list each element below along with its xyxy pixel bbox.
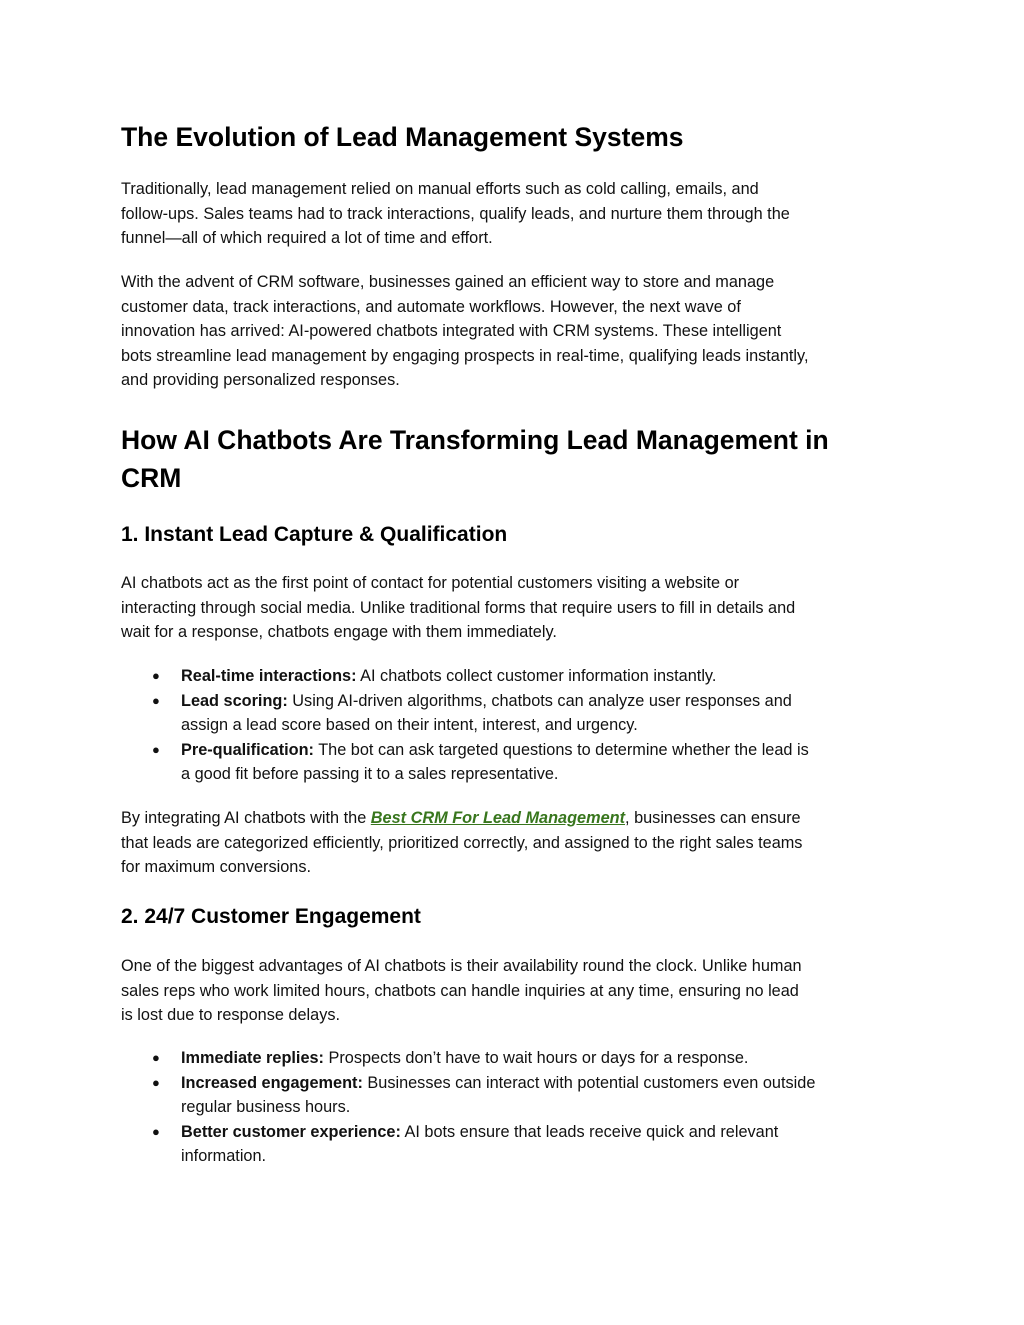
paragraph-first-contact [121, 571, 911, 645]
list-item [121, 738, 911, 787]
item-term: Real-time interactions: [181, 667, 357, 685]
item-text: Prospects don’t have to wait hours or days for a response. [323, 1049, 749, 1067]
item-text: AI bots ensure that leads receive quick and relevant [400, 1122, 779, 1141]
item-term: Immediate replies: [181, 1049, 324, 1067]
item-term: Lead scoring: [181, 691, 288, 710]
heading-line: CRM [121, 463, 182, 493]
item-term: Better customer experience: [181, 1122, 401, 1141]
text-line: With the advent of CRM software, businesses gained an efficient way to store and manage [121, 273, 775, 291]
item-text: regular business hours. [181, 1098, 351, 1116]
text-line: follow-ups. Sales teams had to track interactions, qualify leads, and nurture them through the [121, 204, 790, 223]
list-item [121, 664, 911, 689]
item-term: Increased engagement: [181, 1073, 363, 1092]
item-text: AI chatbots collect customer information instantly. [356, 667, 717, 685]
text-line: AI chatbots act as the first point of contact for potential customers visiting a website or [121, 574, 740, 592]
best-crm-link[interactable]: Best CRM For Lead Management [370, 809, 626, 827]
item-text: The bot can ask targeted questions to determine whether the lead is [313, 740, 809, 759]
bullet-icon: ● [152, 1074, 160, 1090]
bullet-icon: ● [152, 1050, 160, 1065]
item-text: Using AI-driven algorithms, chatbots can analyze user responses and [287, 691, 792, 710]
text-line: sales reps who work limited hours, chatbots can handle inquiries at any time, ensuring no lead [121, 981, 799, 1000]
heading-line: How AI Chatbots Are Transforming Lead Management in [121, 425, 829, 455]
bullet-icon: ● [152, 692, 160, 708]
text-line: innovation has arrived: AI-powered chatbots integrated with CRM systems. These intelligent [121, 322, 782, 340]
heading-evolution: The Evolution of Lead Management Systems [121, 122, 684, 152]
bullet-icon: ● [152, 668, 160, 683]
text-line: and providing personalized responses. [121, 371, 400, 389]
list-lead-capture-benefits [121, 664, 911, 787]
list-engagement-benefits [121, 1046, 911, 1169]
text-line: that leads are categorized efficiently, prioritized correctly, and assigned to the right sales teams [121, 833, 803, 852]
list-item [121, 1071, 911, 1120]
heading-how-ai-chatbots [121, 421, 829, 497]
list-item [121, 689, 911, 738]
text-line: One of the biggest advantages of AI chatbots is their availability round the clock. Unlike human [121, 957, 802, 975]
text-line: for maximum conversions. [121, 858, 312, 876]
text-segment: , businesses can ensure [625, 809, 801, 827]
list-item [121, 1120, 911, 1169]
paragraph-availability [121, 954, 911, 1028]
text-segment: By integrating AI chatbots with the [121, 809, 371, 827]
item-text: Businesses can interact with potential customers even outside [362, 1073, 816, 1092]
item-term: Pre-qualification: [181, 740, 314, 759]
item-text: information. [181, 1147, 267, 1165]
item-text: assign a lead score based on their intent, interest, and urgency. [181, 716, 638, 734]
paragraph-crm-advent [121, 270, 911, 393]
text-line: customer data, track interactions, and automate workflows. However, the next wave of [121, 297, 741, 316]
bullet-icon: ● [152, 1123, 160, 1139]
text-line: funnel—all of which required a lot of time and effort. [121, 229, 493, 247]
bullet-icon: ● [152, 741, 160, 757]
text-line: interacting through social media. Unlike traditional forms that require users to fill in details and [121, 598, 796, 617]
paragraph-integrating [121, 806, 911, 880]
heading-instant-lead-capture: 1. Instant Lead Capture & Qualification [121, 523, 508, 546]
item-text: a good fit before passing it to a sales representative. [181, 765, 559, 783]
paragraph-traditional [121, 177, 911, 251]
text-line: wait for a response, chatbots engage with them immediately. [121, 623, 557, 641]
text-line: bots streamline lead management by engaging prospects in real-time, qualifying leads instantly, [121, 346, 809, 365]
text-line: is lost due to response delays. [121, 1006, 341, 1024]
heading-247-engagement: 2. 24/7 Customer Engagement [121, 905, 421, 928]
text-line: Traditionally, lead management relied on manual efforts such as cold calling, emails, and [121, 180, 759, 198]
list-item [121, 1046, 911, 1071]
